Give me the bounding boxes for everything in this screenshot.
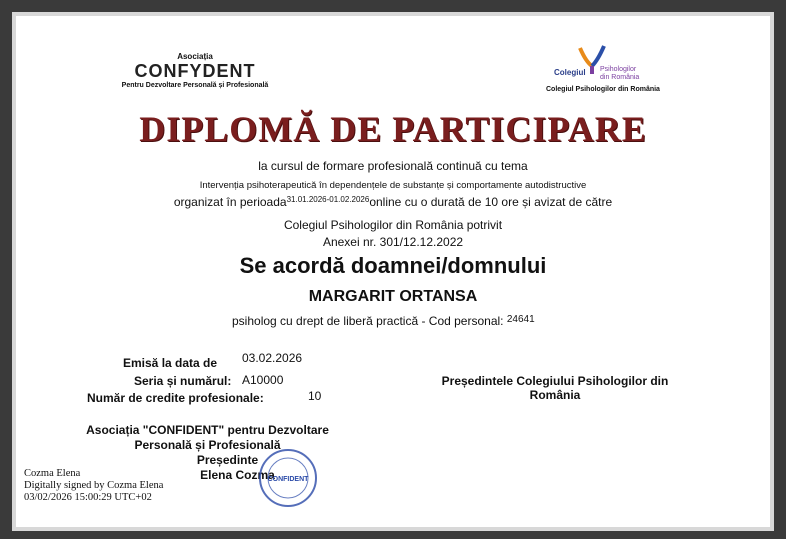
period-suffix: online cu o durată de 10 ore și avizat de către — [369, 195, 613, 209]
stamp-text: CONFIDENT — [267, 476, 309, 483]
cod-personal: 24641 — [506, 314, 535, 325]
logo-line-3: Pentru Dezvoltare Personală și Profesională — [121, 82, 269, 89]
award-line: Se acordă doamnei/domnului — [239, 253, 547, 278]
cpr-logo-line-3: din România — [600, 74, 640, 81]
issued-value: 03.02.2026 — [242, 351, 303, 365]
course-intro: la cursul de formare profesională continuă cu tema — [258, 159, 528, 173]
recipient-name: MARGARIT ORTANSA — [308, 288, 478, 305]
cpr-president-line-2: România — [529, 388, 581, 402]
assoc-line-1: Asociația "CONFIDENT" pentru Dezvoltare — [86, 423, 329, 437]
confident-logo — [110, 52, 280, 89]
sig-line-3: 03/02/2026 15:00:29 UTC+02 — [24, 492, 152, 503]
profession-prefix: psiholog cu drept de liberă practică - Cod personal: — [232, 314, 504, 328]
course-period: 31.01.2026-01.02.2026 — [286, 195, 370, 204]
cpr-president — [430, 374, 680, 402]
accreditation-line: Colegiul Psihologilor din România potrivit — [283, 218, 503, 232]
assoc-line-4: Elena Cozma — [200, 468, 275, 482]
series-label: Seria și numărul: — [134, 374, 232, 388]
period-prefix: organizat în perioada — [173, 195, 287, 209]
course-period-line — [0, 195, 786, 209]
credits-value: 10 — [308, 389, 322, 403]
issued-label: Emisă la data de — [123, 356, 218, 370]
diploma-title: DIPLOMĂ DE PARTICIPARE — [139, 109, 647, 149]
annex-line: Anexei nr. 301/12.12.2022 — [322, 235, 464, 249]
logo-line-1: Asociația — [177, 52, 213, 61]
cpr-logo-caption: Colegiul Psihologilor din România — [546, 86, 660, 93]
logo-line-2: CONFYDENT — [134, 61, 256, 81]
series-value: A10000 — [242, 373, 284, 387]
sig-line-2: Digitally signed by Cozma Elena — [24, 480, 164, 491]
profession-line — [232, 314, 535, 328]
cpr-president-line-1: Președintele Colegiului Psihologilor din — [441, 374, 669, 388]
association-stamp — [258, 448, 318, 508]
credits-label: Număr de credite profesionale: — [87, 391, 264, 405]
assoc-line-2: Personală și Profesională — [134, 438, 281, 452]
digital-signature — [24, 468, 163, 504]
cpr-logo-line-1: Colegiul — [554, 68, 586, 77]
cpr-logo-line-2: Psihologilor — [600, 66, 637, 73]
assoc-line-3: Președinte — [196, 453, 259, 467]
course-topic: Intervenția psihoterapeutică în dependențele de substanțe și comportamente autodistructive — [199, 180, 587, 191]
sig-line-1: Cozma Elena — [24, 468, 81, 479]
